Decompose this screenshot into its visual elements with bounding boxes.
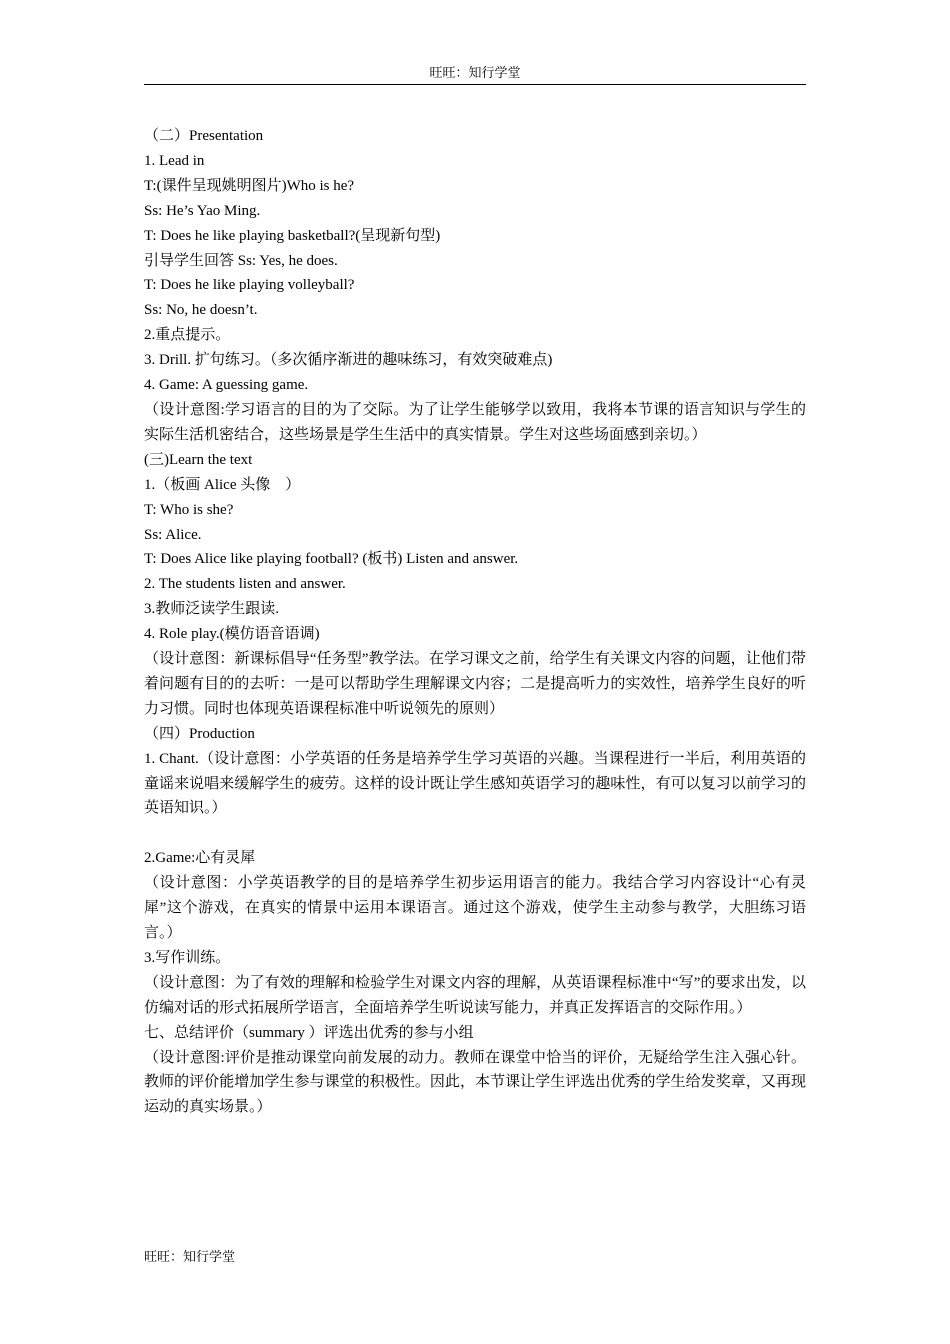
design-intent-paragraph: （设计意图:评价是推动课堂向前发展的动力。教师在课堂中恰当的评价，无疑给学生注入强心针。教师的评价能增加学生参与课堂的积极性。因此，本节课让学生评选出优秀的学生给发奖章，又再现运动的真实场景。） bbox=[144, 1049, 806, 1116]
document-body bbox=[144, 124, 806, 1120]
section-heading-summary: 七、总结评价（summary ）评选出优秀的参与小组 bbox=[144, 1024, 474, 1041]
paragraph: Ss: He’s Yao Ming. bbox=[144, 202, 261, 219]
paragraph: T: Does Alice like playing football? (板书) Listen and answer. bbox=[144, 551, 519, 568]
design-intent-paragraph: （设计意图:学习语言的目的为了交际。为了让学生能够学以致用，我将本节课的语言知识与学生的实际生活机密结合，这些场景是学生生活中的真实情景。学生对这些场面感到亲切。） bbox=[144, 401, 806, 443]
paragraph: 4. Game: A guessing game. bbox=[144, 377, 309, 394]
paragraph: 2. The students listen and answer. bbox=[144, 576, 346, 593]
paragraph: T: Does he like playing volleyball? bbox=[144, 277, 355, 294]
paragraph: T: Who is she? bbox=[144, 501, 234, 518]
paragraph: 3.写作训练。 bbox=[144, 949, 231, 966]
chant-paragraph: 1. Chant.（设计意图：小学英语的任务是培养学生学习英语的兴趣。当课程进行一半后，利用英语的童谣来说唱来缓解学生的疲劳。这样的设计既让学生感知英语学习的趣味性，有可以复习以前学习的英语知识。） bbox=[144, 750, 806, 817]
paragraph: Ss: No, he doesn’t. bbox=[144, 302, 258, 319]
design-intent-paragraph: （设计意图：小学英语教学的目的是培养学生初步运用语言的能力。我结合学习内容设计“心有灵犀”这个游戏，在真实的情景中运用本课语言。通过这个游戏，使学生主动参与教学，大胆练习语言。） bbox=[144, 875, 806, 941]
header-text: 旺旺：知行学堂 bbox=[429, 65, 521, 80]
paragraph: 1.（板画 Alice 头像 ） bbox=[144, 476, 301, 493]
page-header bbox=[144, 64, 806, 85]
paragraph: 4. Role play.(模仿语音语调) bbox=[144, 626, 320, 643]
paragraph: T: Does he like playing basketball?(呈现新句型) bbox=[144, 227, 441, 244]
blank-line bbox=[144, 821, 806, 846]
paragraph: 2.Game:心有灵犀 bbox=[144, 850, 256, 867]
paragraph: 3.教师泛读学生跟读. bbox=[144, 601, 280, 618]
paragraph: 2.重点提示。 bbox=[144, 327, 231, 344]
paragraph: 1. Lead in bbox=[144, 152, 205, 169]
section-heading-production: （四）Production bbox=[144, 725, 255, 742]
section-heading-presentation: （二）Presentation bbox=[144, 128, 264, 144]
paragraph: 引导学生回答 Ss: Yes, he does. bbox=[144, 252, 338, 269]
design-intent-paragraph: （设计意图：新课标倡导“任务型”教学法。在学习课文之前，给学生有关课文内容的问题，让他们带着问题有目的的去听：一是可以帮助学生理解课文内容；二是提高听力的实效性，培养学生良好的听力习惯。同时也体现英语课程标准中听说领先的原则） bbox=[144, 651, 806, 717]
paragraph: 3. Drill. 扩句练习。（多次循序渐进的趣味练习，有效突破难点) bbox=[144, 352, 553, 369]
paragraph: T:(课件呈现姚明图片)Who is he? bbox=[144, 177, 355, 194]
page-footer bbox=[144, 1248, 235, 1266]
paragraph: Ss: Alice. bbox=[144, 526, 202, 543]
footer-text: 旺旺：知行学堂 bbox=[144, 1249, 236, 1264]
design-intent-paragraph: （设计意图：为了有效的理解和检验学生对课文内容的理解，从英语课程标准中“写”的要求出发，以仿编对话的形式拓展所学语言，全面培养学生听说读写能力，并真正发挥语言的交际作用。） bbox=[144, 974, 806, 1016]
section-heading-learn-the-text: (三)Learn the text bbox=[144, 451, 253, 468]
